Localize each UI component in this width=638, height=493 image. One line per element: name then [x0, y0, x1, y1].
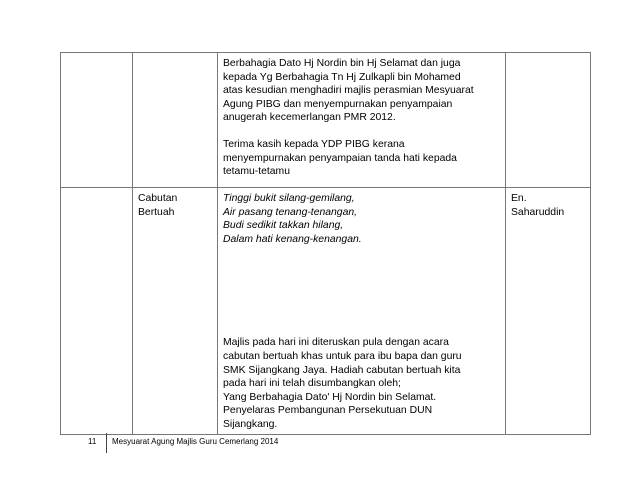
item-label: Bertuah	[138, 206, 175, 218]
poem-line: Tinggi bukit silang-gemilang,	[223, 193, 355, 204]
responsible-name: Saharuddin	[511, 206, 565, 218]
item-cell	[133, 53, 218, 188]
text-line: tetamu-tetamu	[223, 166, 290, 178]
thanks-paragraph	[223, 138, 500, 179]
item-label: Cabutan	[138, 193, 178, 204]
content-cell	[218, 188, 506, 435]
no-cell	[61, 188, 133, 435]
page-number: 11	[88, 437, 97, 446]
text-line: Penyelaras Pembangunan Persekutuan DUN	[223, 405, 433, 417]
item-cell	[133, 188, 218, 435]
footer-title: Mesyuarat Agung Majlis Guru Cemerlang 2014	[112, 437, 279, 446]
lucky-draw-paragraph	[223, 336, 500, 431]
no-cell	[61, 53, 133, 188]
text-line: pada hari ini telah disumbangkan oleh;	[223, 378, 401, 390]
text-line: menyempurnakan penyampaian tanda hati kepada	[223, 152, 457, 164]
text-line: SMK Sijangkang Jaya. Hadiah cabutan bertuah kita	[223, 364, 461, 376]
poem-line: Budi sedikit takkan hilang,	[223, 220, 344, 232]
text-line: Terima kasih kepada YDP PIBG kerana	[223, 138, 405, 150]
text-line: kepada Yg Berbahagia Tn Hj Zulkapli bin Mohamed	[223, 71, 461, 83]
text-line: atas kesudian menghadiri majlis perasmian Mesyuarat	[223, 85, 474, 97]
table-row	[61, 188, 591, 435]
text-line: anugerah kecemerlangan PMR 2012.	[223, 112, 396, 124]
text-line: Berbahagia Dato Hj Nordin bin Hj Selamat dan juga	[223, 58, 461, 69]
text-line: Sijangkang.	[223, 418, 278, 430]
minutes-table	[60, 52, 591, 435]
welcome-paragraph	[223, 57, 500, 125]
footer-divider	[106, 433, 107, 453]
poem-line: Dalam hati kenang-kenangan.	[223, 233, 362, 245]
responsible-name: En.	[511, 193, 527, 204]
content-cell	[218, 53, 506, 188]
text-line: Agung PIBG dan menyempurnakan penyampaian	[223, 98, 453, 110]
text-line: Majlis pada hari ini diteruskan pula dengan acara	[223, 337, 449, 349]
table-row	[61, 53, 591, 188]
text-line: cabutan bertuah khas untuk para ibu bapa dan guru	[223, 350, 462, 362]
responsible-cell	[506, 53, 591, 188]
text-line: Yang Berbahagia Dato' Hj Nordin bin Selamat.	[223, 391, 437, 403]
pantun-verse	[223, 192, 500, 246]
responsible-cell	[506, 188, 591, 435]
poem-line: Air pasang tenang-tenangan,	[223, 206, 358, 218]
